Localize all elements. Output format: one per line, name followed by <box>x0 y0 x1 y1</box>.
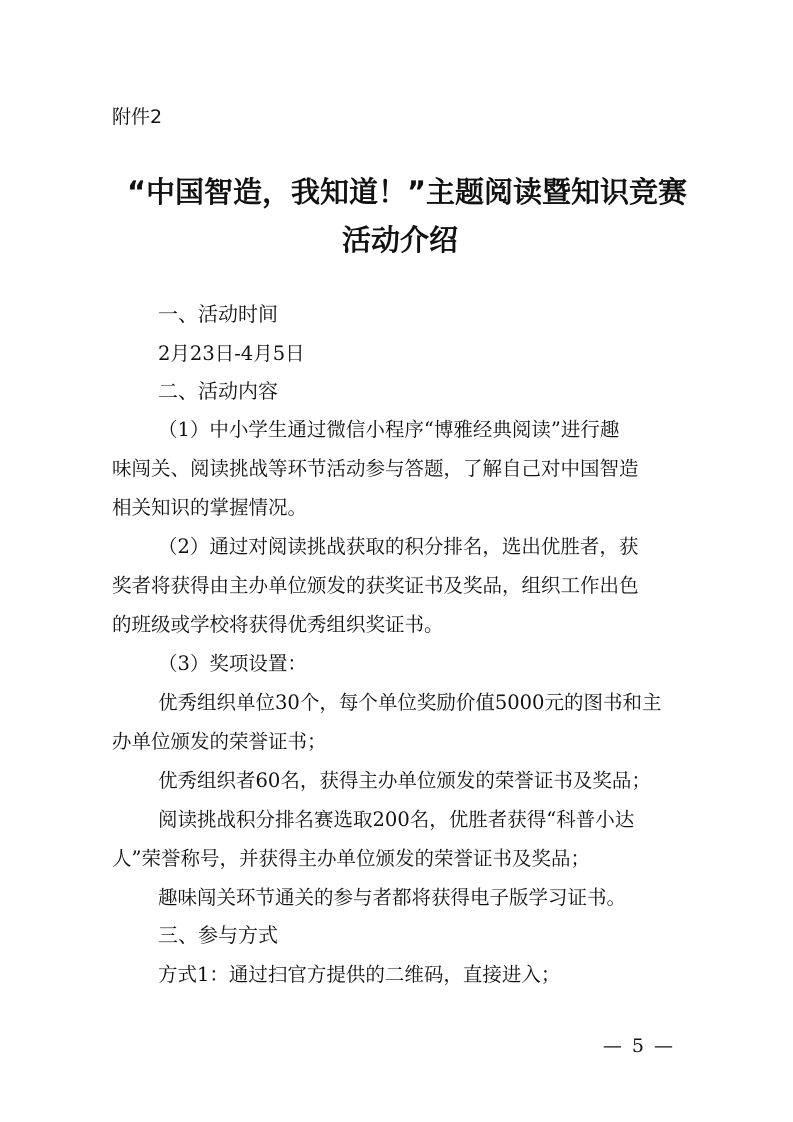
attachment-label: 附件2 <box>112 106 163 128</box>
page-number: — 5 — <box>602 1035 675 1057</box>
date-range: 2月23日-4月5日 <box>158 342 305 365</box>
paragraph-line: 的班级或学校将获得优秀组织奖证书。 <box>112 613 444 636</box>
award-item: 趣味闯关环节通关的参与者都将获得电子版学习证书。 <box>158 886 627 909</box>
paragraph-line: 味闯关、阅读挑战等环节活动参与答题，了解自己对中国智造 <box>112 457 639 480</box>
award-settings-heading: （3）奖项设置： <box>158 652 307 675</box>
paragraph-line: 相关知识的掌握情况。 <box>112 496 308 519</box>
paragraph-line: 奖者将获得由主办单位颁发的获奖证书及奖品，组织工作出色 <box>112 574 639 597</box>
document-title-line-1: “中国智造，我知道！”主题阅读暨知识竞赛 <box>126 175 688 209</box>
award-item: 人”荣誉称号，并获得主办单位颁发的荣誉证书及奖品； <box>112 847 590 870</box>
participation-method: 方式1：通过扫官方提供的二维码，直接进入； <box>158 963 561 986</box>
section-heading-content: 二、活动内容 <box>158 379 278 403</box>
paragraph-line: （1）中小学生通过微信小程序“博雅经典阅读”进行趣 <box>158 418 620 441</box>
document-title-line-2: 活动介绍 <box>341 223 458 257</box>
section-heading-participation: 三、参与方式 <box>158 923 278 947</box>
award-item: 办单位颁发的荣誉证书； <box>112 730 327 753</box>
award-item: 优秀组织单位30个，每个单位奖励价值5000元的图书和主 <box>158 691 662 714</box>
paragraph-line: （2）通过对阅读挑战获取的积分排名，选出优胜者，获 <box>158 535 639 558</box>
section-heading-time: 一、活动时间 <box>158 302 278 326</box>
award-item: 优秀组织者60名，获得主办单位颁发的荣誉证书及奖品； <box>158 769 651 792</box>
award-item: 阅读挑战积分排名赛选取200名，优胜者获得“科普小达 <box>158 808 635 831</box>
